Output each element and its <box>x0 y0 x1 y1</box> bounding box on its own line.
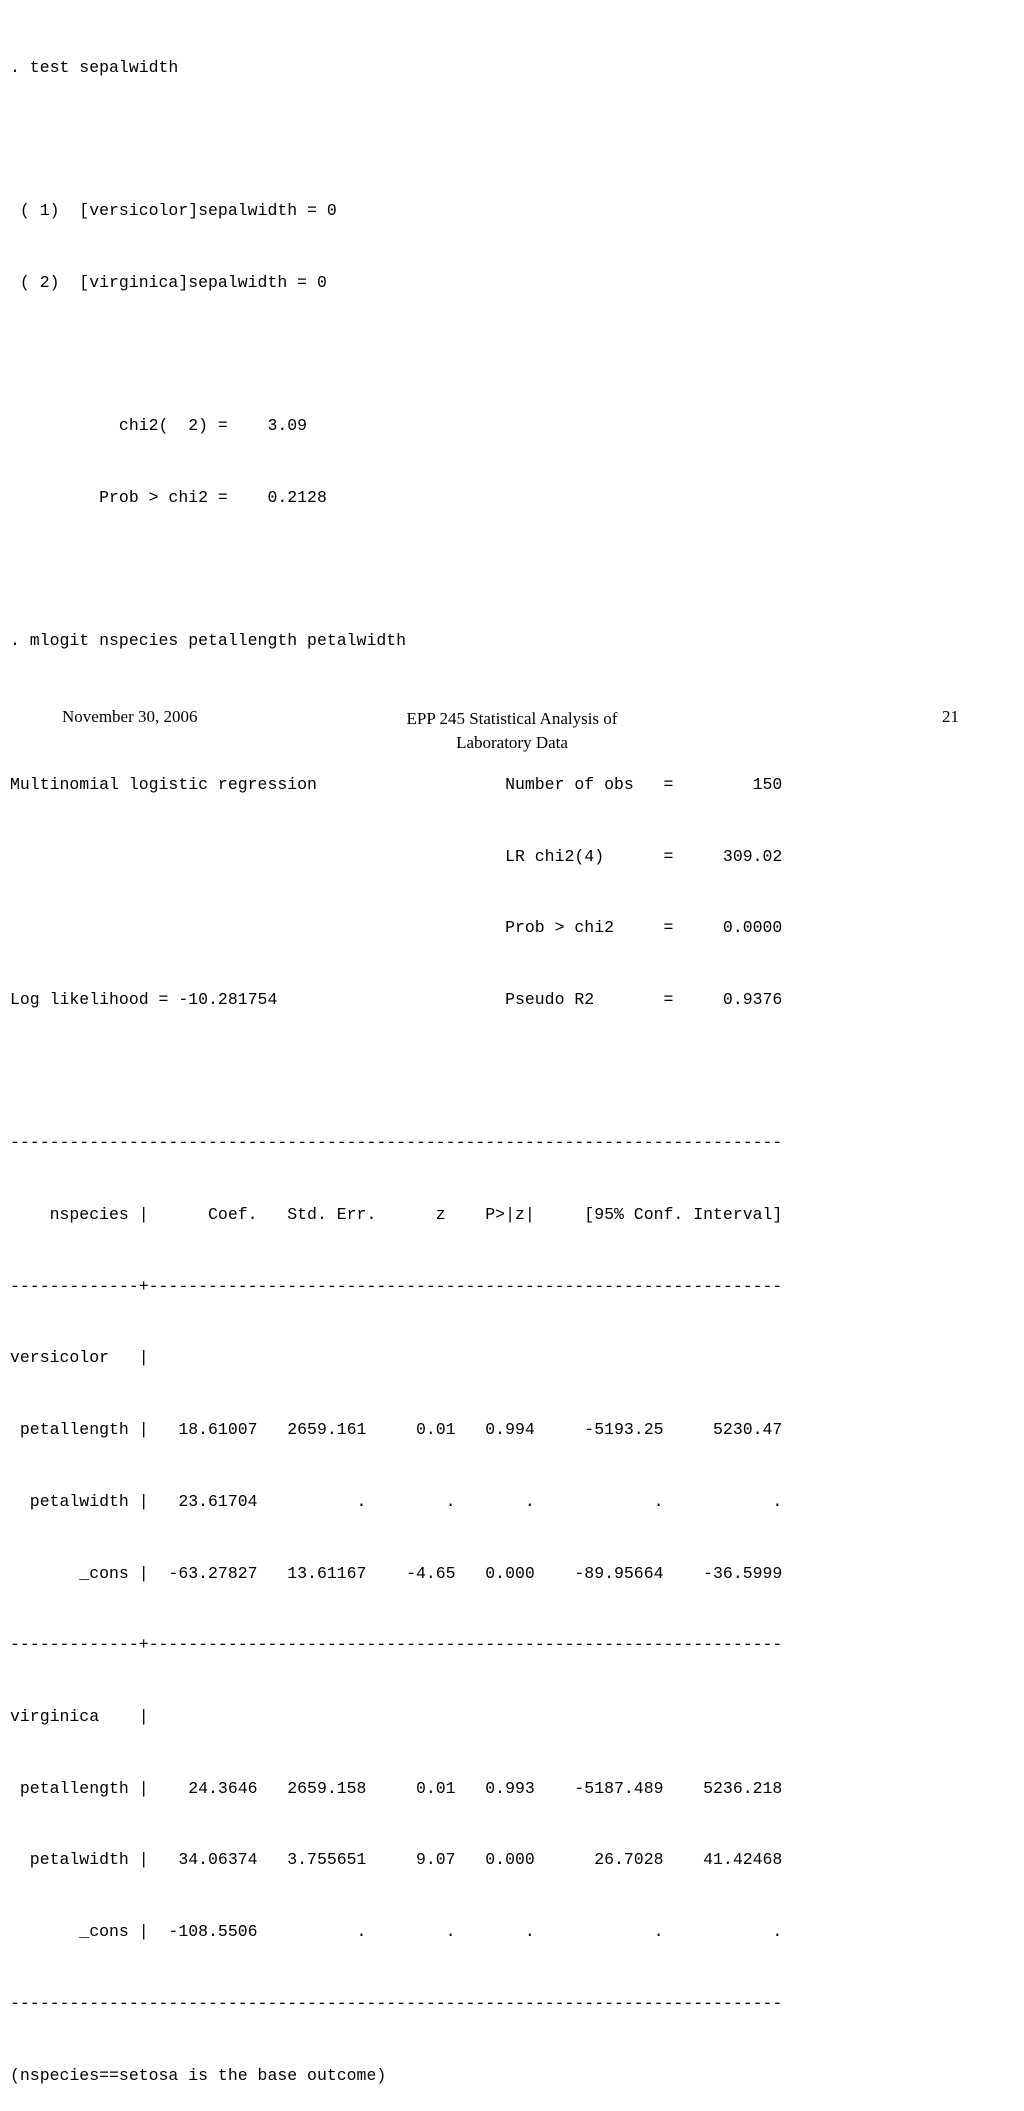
page-number: 21 <box>942 707 959 726</box>
table-group-label: versicolor | <box>10 1348 149 1368</box>
constraint-line: ( 1) [versicolor]sepalwidth = 0 <box>10 201 337 221</box>
table-rule: ------------------------------------------------------------------------------ <box>10 1993 783 2013</box>
output-line <box>10 128 782 152</box>
footer-date: November 30, 2006 <box>62 707 198 726</box>
test-stat-line: chi2( 2) = 3.09 <box>10 416 308 436</box>
output-line <box>10 1060 782 1084</box>
model-header-line: Prob > chi2 = 0.0000 <box>10 918 783 938</box>
stata-output <box>10 8 782 2111</box>
model-header-line: Multinomial logistic regression Number of obs = 150 <box>10 774 783 794</box>
footer-course-line: Laboratory Data <box>456 733 568 752</box>
footer-course-title <box>322 707 702 755</box>
table-row: petalwidth | 23.61704 . . . . . <box>10 1491 783 1511</box>
table-row: petalwidth | 34.06374 3.755651 9.07 0.000 26.7028 41.42468 <box>10 1850 783 1870</box>
table-row: petallength | 18.61007 2659.161 0.01 0.994 -5193.25 5230.47 <box>10 1420 783 1440</box>
output-line <box>10 343 782 367</box>
command-line: . test sepalwidth <box>10 57 179 77</box>
command-line: . mlogit nspecies petallength petalwidth <box>10 631 407 651</box>
table-rule: -------------+---------------------------------------------------------------- <box>10 1635 783 1655</box>
table-row: _cons | -63.27827 13.61167 -4.65 0.000 -89.95664 -36.5999 <box>10 1563 783 1583</box>
model-header-line: Log likelihood = -10.281754 Pseudo R2 = 0.9376 <box>10 989 783 1009</box>
table-rule: -------------+---------------------------------------------------------------- <box>10 1276 783 1296</box>
footer-course-line: EPP 245 Statistical Analysis of <box>406 709 618 728</box>
test-stat-line: Prob > chi2 = 0.2128 <box>10 488 327 508</box>
base-outcome-note: (nspecies==setosa is the base outcome) <box>10 2065 387 2085</box>
table-group-label: virginica | <box>10 1706 149 1726</box>
table-rule: ------------------------------------------------------------------------------ <box>10 1133 783 1153</box>
output-line <box>10 558 782 582</box>
table-row: petallength | 24.3646 2659.158 0.01 0.993 -5187.489 5236.218 <box>10 1778 783 1798</box>
table-row: _cons | -108.5506 . . . . . <box>10 1922 783 1942</box>
constraint-line: ( 2) [virginica]sepalwidth = 0 <box>10 272 327 292</box>
model-header-line: LR chi2(4) = 309.02 <box>10 846 783 866</box>
table-header-row: nspecies | Coef. Std. Err. z P>|z| [95% Conf. Interval] <box>10 1205 783 1225</box>
